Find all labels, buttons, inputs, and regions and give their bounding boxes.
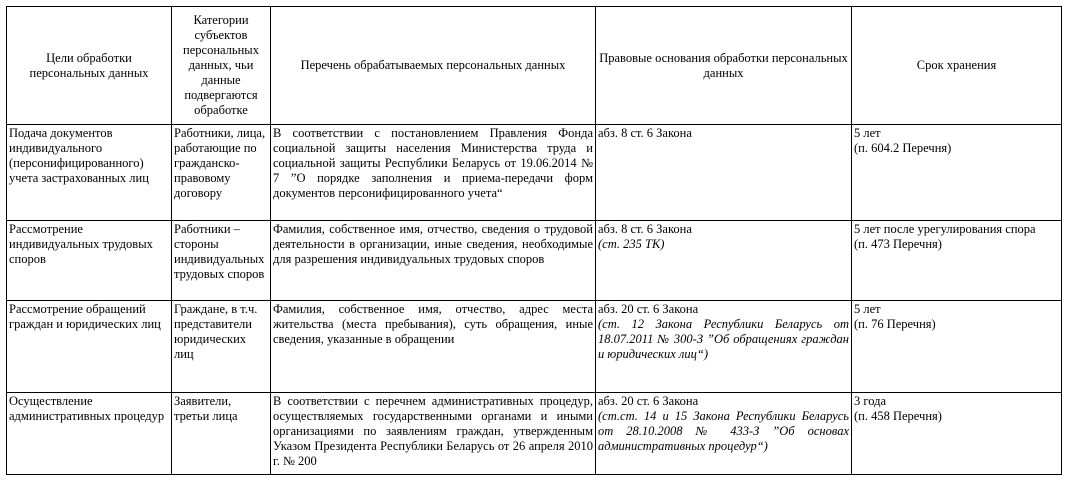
cell-subjects: Работники, лица, работающие по гражданско-правовому договору (172, 125, 271, 221)
cell-retention (852, 301, 1062, 393)
retention-period: 3 года (854, 394, 886, 408)
cell-legal-basis (596, 301, 852, 393)
legal-basis-text: абз. 20 ст. 6 Закона (598, 302, 699, 316)
legal-basis-text: абз. 8 ст. 6 Закона (598, 222, 692, 236)
retention-period: 5 лет (854, 126, 881, 140)
cell-subjects: Граждане, в т.ч. представители юридических лиц (172, 301, 271, 393)
legal-basis-text: абз. 8 ст. 6 Закона (598, 126, 692, 140)
cell-legal-basis (596, 221, 852, 301)
legal-basis-note: (ст. 12 Закона Республики Беларусь от 18.07.2011 № 300-З ”Об обращениях граждан и юридических лиц“) (598, 317, 849, 361)
retention-reference: (п. 76 Перечня) (854, 317, 936, 331)
table-row (7, 125, 1062, 221)
retention-period: 5 лет (854, 302, 881, 316)
cell-data-list: Фамилия, собственное имя, отчество, сведения о трудовой деятельности в организации, иные сведения, необходимые для разрешения индивидуальных трудовых споров (271, 221, 596, 301)
table-row (7, 393, 1062, 475)
header-legal-basis: Правовые основания обработки персональных данных (596, 7, 852, 125)
cell-data-list: Фамилия, собственное имя, отчество, адрес места жительства (места пребывания), суть обращения, иные сведения, указанные в обращении (271, 301, 596, 393)
cell-purpose: Рассмотрение индивидуальных трудовых споров (7, 221, 172, 301)
table-row (7, 301, 1062, 393)
cell-purpose: Рассмотрение обращений граждан и юридических лиц (7, 301, 172, 393)
cell-purpose: Осуществление административных процедур (7, 393, 172, 475)
header-row (7, 7, 1062, 125)
cell-retention (852, 221, 1062, 301)
cell-legal-basis (596, 125, 852, 221)
personal-data-table (6, 6, 1062, 475)
cell-purpose: Подача документов индивидуального (персонифицированного) учета застрахованных лиц (7, 125, 172, 221)
cell-data-list: В соответствии с постановлением Правления Фонда социальной защиты населения Министерства труда и социальной защиты Республики Беларусь от 19.06.2014 № 7 ”О порядке заполнения и приема-передачи форм документов персонифицированного учета“ (271, 125, 596, 221)
header-purpose: Цели обработки персональных данных (7, 7, 172, 125)
legal-basis-text: абз. 20 ст. 6 Закона (598, 394, 699, 408)
header-subjects: Категории субъектов персональных данных, чьи данные подвергаются обработке (172, 7, 271, 125)
header-retention: Срок хранения (852, 7, 1062, 125)
cell-subjects: Работники – стороны индивидуальных трудовых споров (172, 221, 271, 301)
legal-basis-note: (ст.ст. 14 и 15 Закона Республики Беларусь от 28.10.2008 № 433-З ”Об основах административных процедур“) (598, 409, 849, 453)
cell-subjects: Заявители, третьи лица (172, 393, 271, 475)
table-row (7, 221, 1062, 301)
retention-period: 5 лет после урегулирования спора (854, 222, 1036, 236)
legal-basis-note: (ст. 235 ТК) (598, 237, 665, 251)
header-data-list: Перечень обрабатываемых персональных данных (271, 7, 596, 125)
cell-retention (852, 125, 1062, 221)
cell-retention (852, 393, 1062, 475)
retention-reference: (п. 604.2 Перечня) (854, 141, 952, 155)
retention-reference: (п. 458 Перечня) (854, 409, 942, 423)
cell-legal-basis (596, 393, 852, 475)
cell-data-list: В соответствии с перечнем административных процедур, осуществляемых государственными органами и иными организациями по заявлениям граждан, утвержденным Указом Президента Республики Беларусь от 26 апреля 2010 г. № 200 (271, 393, 596, 475)
retention-reference: (п. 473 Перечня) (854, 237, 942, 251)
